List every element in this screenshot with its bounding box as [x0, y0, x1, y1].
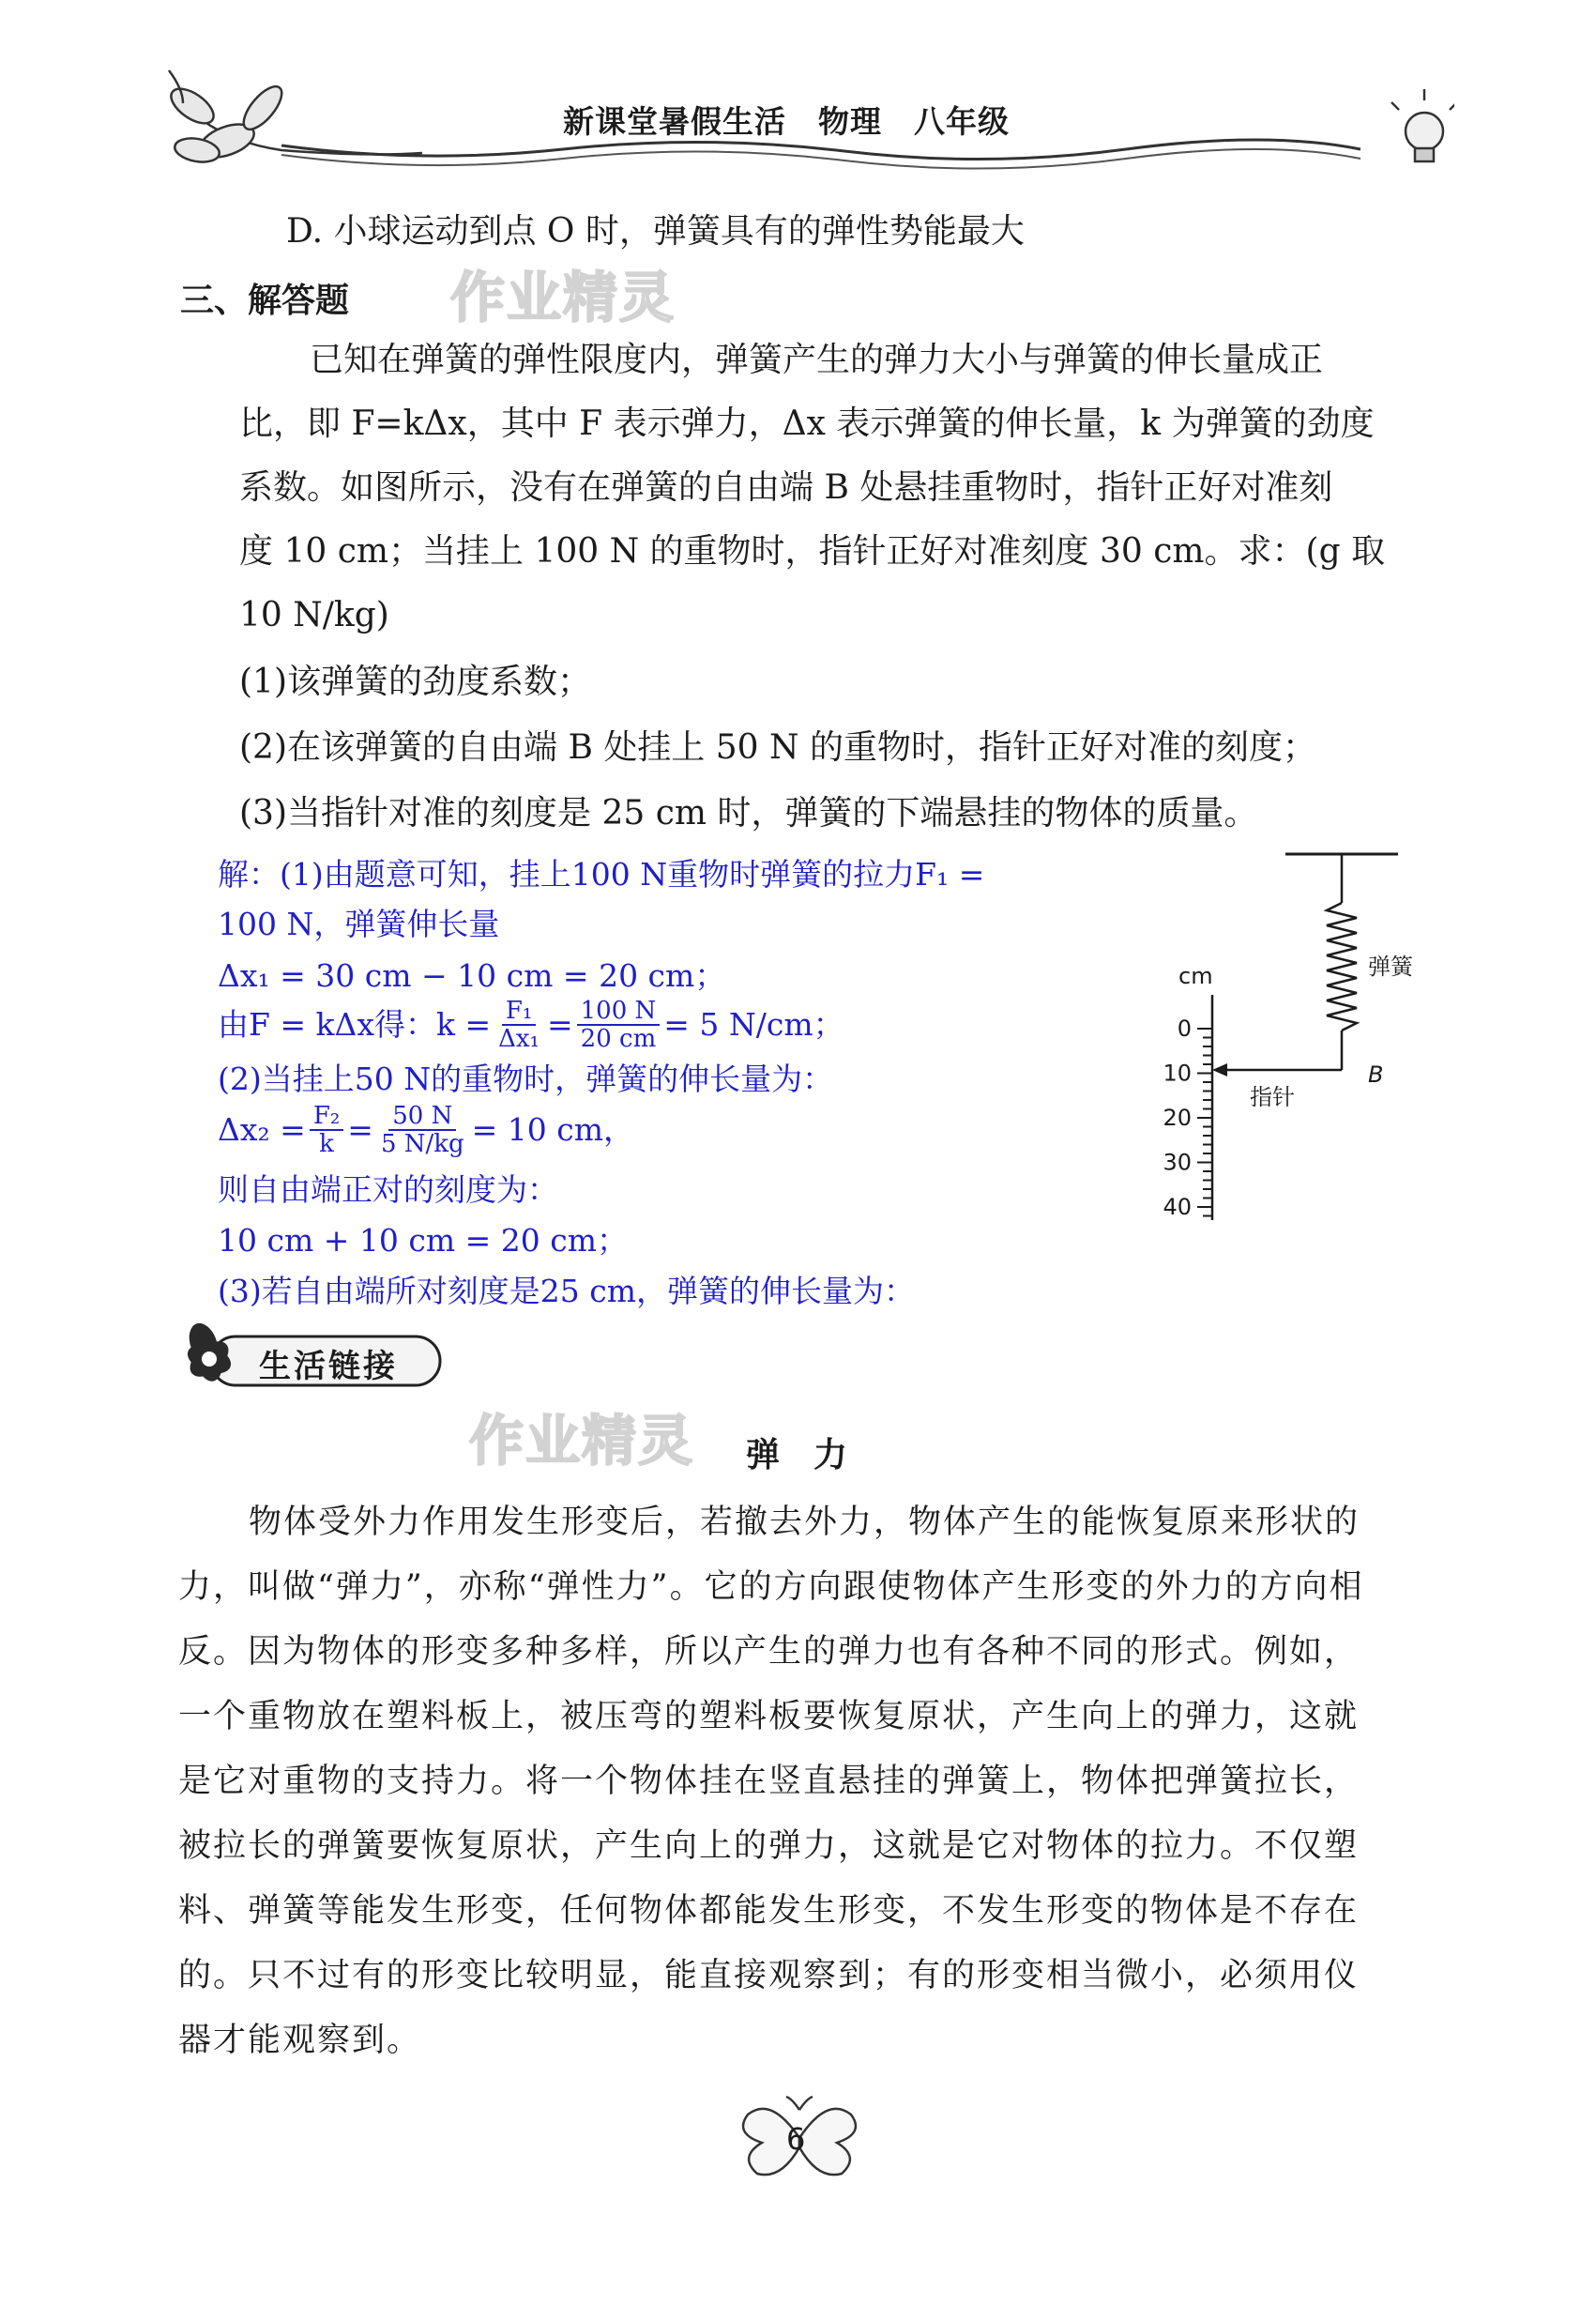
- sub-question: (3)当指针对准的刻度是 25 cm 时，弹簧的下端悬挂的物体的质量。: [239, 794, 1258, 832]
- answer-line: 10 cm + 10 cm = 20 cm；: [218, 1222, 629, 1259]
- fraction-numerator: 50 N: [388, 1103, 456, 1131]
- fraction-denominator: 5 N/kg: [380, 1130, 464, 1158]
- problem-line: 10 N/kg): [239, 596, 389, 634]
- sub-question: (2)在该弹簧的自由端 B 处挂上 50 N 的重物时，指针正好对准的刻度；: [239, 728, 1316, 767]
- watermark: 作业精灵: [450, 266, 676, 329]
- light-bulb-icon: [1391, 89, 1454, 161]
- article-line: 是它对重物的支持力。将一个物体挂在竖直悬挂的弹簧上，物体把弹簧拉长，: [178, 1763, 1360, 1800]
- sub-question: (1)该弹簧的劲度系数；: [239, 663, 591, 701]
- spring-scale-diagram: [1145, 845, 1464, 1239]
- end-b-label: B: [1368, 1061, 1384, 1088]
- fraction-numerator: F₁: [502, 998, 536, 1026]
- article-line: 料、弹簧等能发生形变，任何物体都能发生形变，不发生形变的物体是不存在: [178, 1892, 1360, 1930]
- article-line: 物体受外力作用发生形变后，若撤去外力，物体产生的能恢复原来形状的: [249, 1504, 1360, 1541]
- option-d-text: D. 小球运动到点 O 时，弹簧具有的弹性势能最大: [286, 212, 1025, 251]
- article-title: 弹 力: [746, 1436, 848, 1474]
- ruler-tick-label: 40: [1163, 1194, 1192, 1220]
- answer-line: 则自由端正对的刻度为：: [218, 1171, 558, 1208]
- ruler-tick-label: 20: [1163, 1105, 1192, 1131]
- header-title: 新课堂暑假生活 物理 八年级: [563, 103, 1010, 140]
- spring-coil: [1327, 903, 1357, 1031]
- answer-text: =: [347, 1111, 373, 1148]
- article-line: 被拉长的弹簧要恢复原状，产生向上的弹力，这就是它对物体的拉力。不仅塑: [178, 1827, 1360, 1865]
- unit-label: cm: [1178, 963, 1213, 989]
- answer-line: Δx₁ = 30 cm − 10 cm = 20 cm；: [218, 957, 726, 994]
- answer-line: (3)若自由端所对刻度是25 cm，弹簧的伸长量为：: [218, 1273, 915, 1309]
- problem-line: 比，即 F=kΔx，其中 F 表示弹力，Δx 表示弹簧的伸长量，k 为弹簧的劲度: [239, 405, 1375, 443]
- fraction: [577, 998, 661, 1052]
- page-number: 6: [786, 2121, 806, 2157]
- problem-line: 已知在弹簧的弹性限度内，弹簧产生的弹力大小与弹簧的伸长量成正: [310, 341, 1324, 379]
- answer-text: Δx₂ =: [218, 1111, 306, 1148]
- answer-text: = 10 cm，: [471, 1111, 635, 1148]
- ruler-ticks: [1163, 1016, 1212, 1220]
- fraction-denominator: k: [319, 1130, 334, 1158]
- ruler-tick-label: 30: [1163, 1149, 1192, 1176]
- watermark: 作业精灵: [469, 1409, 695, 1473]
- answer-text: 由F = kΔx得：k =: [218, 1006, 492, 1043]
- fraction: [310, 1103, 343, 1157]
- fraction: [494, 998, 543, 1052]
- problem-line: 度 10 cm；当挂上 100 N 的重物时，指针正好对准刻度 30 cm。求：(g 取: [239, 532, 1386, 571]
- article-line: 器才能观察到。: [178, 2022, 422, 2059]
- article-line: 的。只不过有的形变比较明显，能直接观察到；有的形变相当微小，必须用仪: [178, 1957, 1360, 1994]
- answer-line: 100 N，弹簧伸长量: [218, 906, 500, 942]
- pointer-arrowhead: [1212, 1063, 1227, 1077]
- fraction-numerator: F₂: [310, 1103, 343, 1131]
- life-link-badge-label: 生活链接: [259, 1348, 398, 1385]
- ruler-tick-label: 10: [1163, 1060, 1192, 1087]
- section-title: 三、解答题: [180, 282, 350, 320]
- fraction-numerator: 100 N: [577, 998, 661, 1026]
- article-line: 一个重物放在塑料板上，被压弯的塑料板要恢复原状，产生向上的弹力，这就: [178, 1698, 1360, 1735]
- fraction: [377, 1103, 468, 1157]
- article-line: 力，叫做“弹力”，亦称“弹性力”。它的方向跟使物体产生形变的外力的方向相: [178, 1568, 1364, 1606]
- pointer-label: 指针: [1250, 1084, 1295, 1110]
- article-line: 反。因为物体的形变多种多样，所以产生的弹力也有各种不同的形式。例如，: [178, 1633, 1360, 1671]
- answer-line: [218, 1103, 634, 1157]
- ruler-tick-label: 0: [1177, 1016, 1192, 1042]
- answer-text: = 5 N/cm；: [663, 1006, 844, 1043]
- answer-text: =: [546, 1006, 573, 1043]
- problem-line: 系数。如图所示，没有在弹簧的自由端 B 处悬挂重物时，指针正好对准刻: [239, 468, 1333, 507]
- leaf-branch-icon: [165, 70, 422, 165]
- answer-line: 解：(1)由题意可知，挂上100 N重物时弹簧的拉力F₁ =: [218, 856, 985, 893]
- spring-label: 弹簧: [1368, 954, 1413, 980]
- answer-line: (2)当挂上50 N的重物时，弹簧的伸长量为：: [218, 1061, 834, 1097]
- answer-line: [218, 998, 844, 1052]
- fraction-denominator: 20 cm: [580, 1025, 657, 1053]
- fraction-denominator: Δx₁: [498, 1025, 540, 1053]
